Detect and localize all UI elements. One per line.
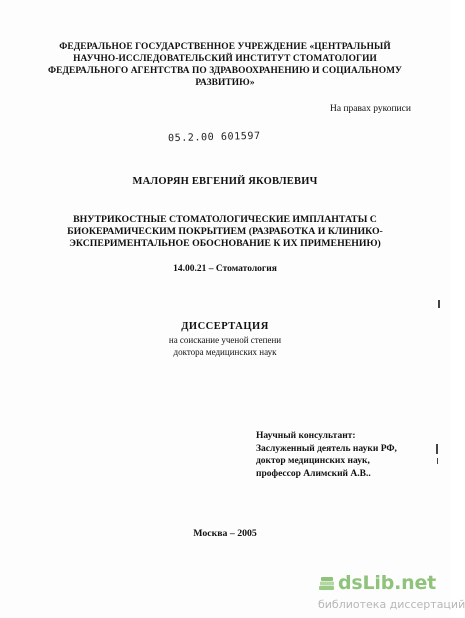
city-year: Москва – 2005	[193, 528, 257, 539]
title-line: ВНУТРИКОСТНЫЕ СТОМАТОЛОГИЧЕСКИЕ ИМПЛАНТАТЫ С	[73, 214, 377, 225]
specialty-code: 14.00.21 – Стоматология	[173, 264, 277, 274]
institution-line: НАУЧНО-ИССЛЕДОВАТЕЛЬСКИЙ ИНСТИТУТ СТОМАТОЛОГИИ	[73, 54, 377, 64]
scan-artifact	[437, 458, 438, 464]
institution-line: РАЗВИТИЮ»	[195, 78, 255, 88]
institution-header	[0, 41, 450, 89]
document-type-label: ДИССЕРТАЦИЯ	[181, 321, 269, 332]
scientific-consultant	[256, 430, 397, 480]
dissertation-title	[0, 214, 450, 250]
scan-artifact	[436, 444, 438, 454]
scan-artifact	[438, 300, 440, 308]
institution-line: ФЕДЕРАЛЬНОЕ ГОСУДАРСТВЕННОЕ УЧРЕЖДЕНИЕ «ЦЕНТРАЛЬНЫЙ	[59, 42, 391, 52]
book-stack-icon	[318, 576, 336, 592]
watermark-brand: dsLib.net	[338, 572, 437, 594]
consultant-line: доктор медицинских наук,	[256, 456, 370, 466]
degree-info	[0, 334, 450, 358]
degree-line: на соискание ученой степени	[168, 335, 282, 345]
institution-line: ФЕДЕРАЛЬНОГО АГЕНТСТВА ПО ЗДРАВООХРАНЕНИЮ И СОЦИАЛЬНОМУ	[47, 66, 403, 76]
degree-line: доктора медицинских наук	[173, 347, 277, 357]
consultant-line: Заслуженный деятель науки РФ,	[256, 443, 397, 454]
author-name: МАЛОРЯН ЕВГЕНИЙ ЯКОВЛЕВИЧ	[132, 176, 318, 187]
title-line: ЭКСПЕРИМЕНТАЛЬНОЕ ОБОСНОВАНИЕ К ИХ ПРИМЕНЕНИЮ)	[69, 238, 381, 249]
site-watermark	[318, 572, 465, 614]
watermark-tagline: библиотека диссертаций	[318, 598, 465, 611]
consultant-line: Научный консультант:	[256, 431, 356, 441]
archive-stamp: 05.2.00 601597	[167, 130, 261, 145]
consultant-line: профессор Алимский А.В..	[256, 468, 371, 479]
manuscript-note: На правах рукописи	[330, 104, 411, 114]
title-line: БИОКЕРАМИЧЕСКИМ ПОКРЫТИЕМ (РАЗРАБОТКА И КЛИНИКО-	[67, 226, 383, 237]
